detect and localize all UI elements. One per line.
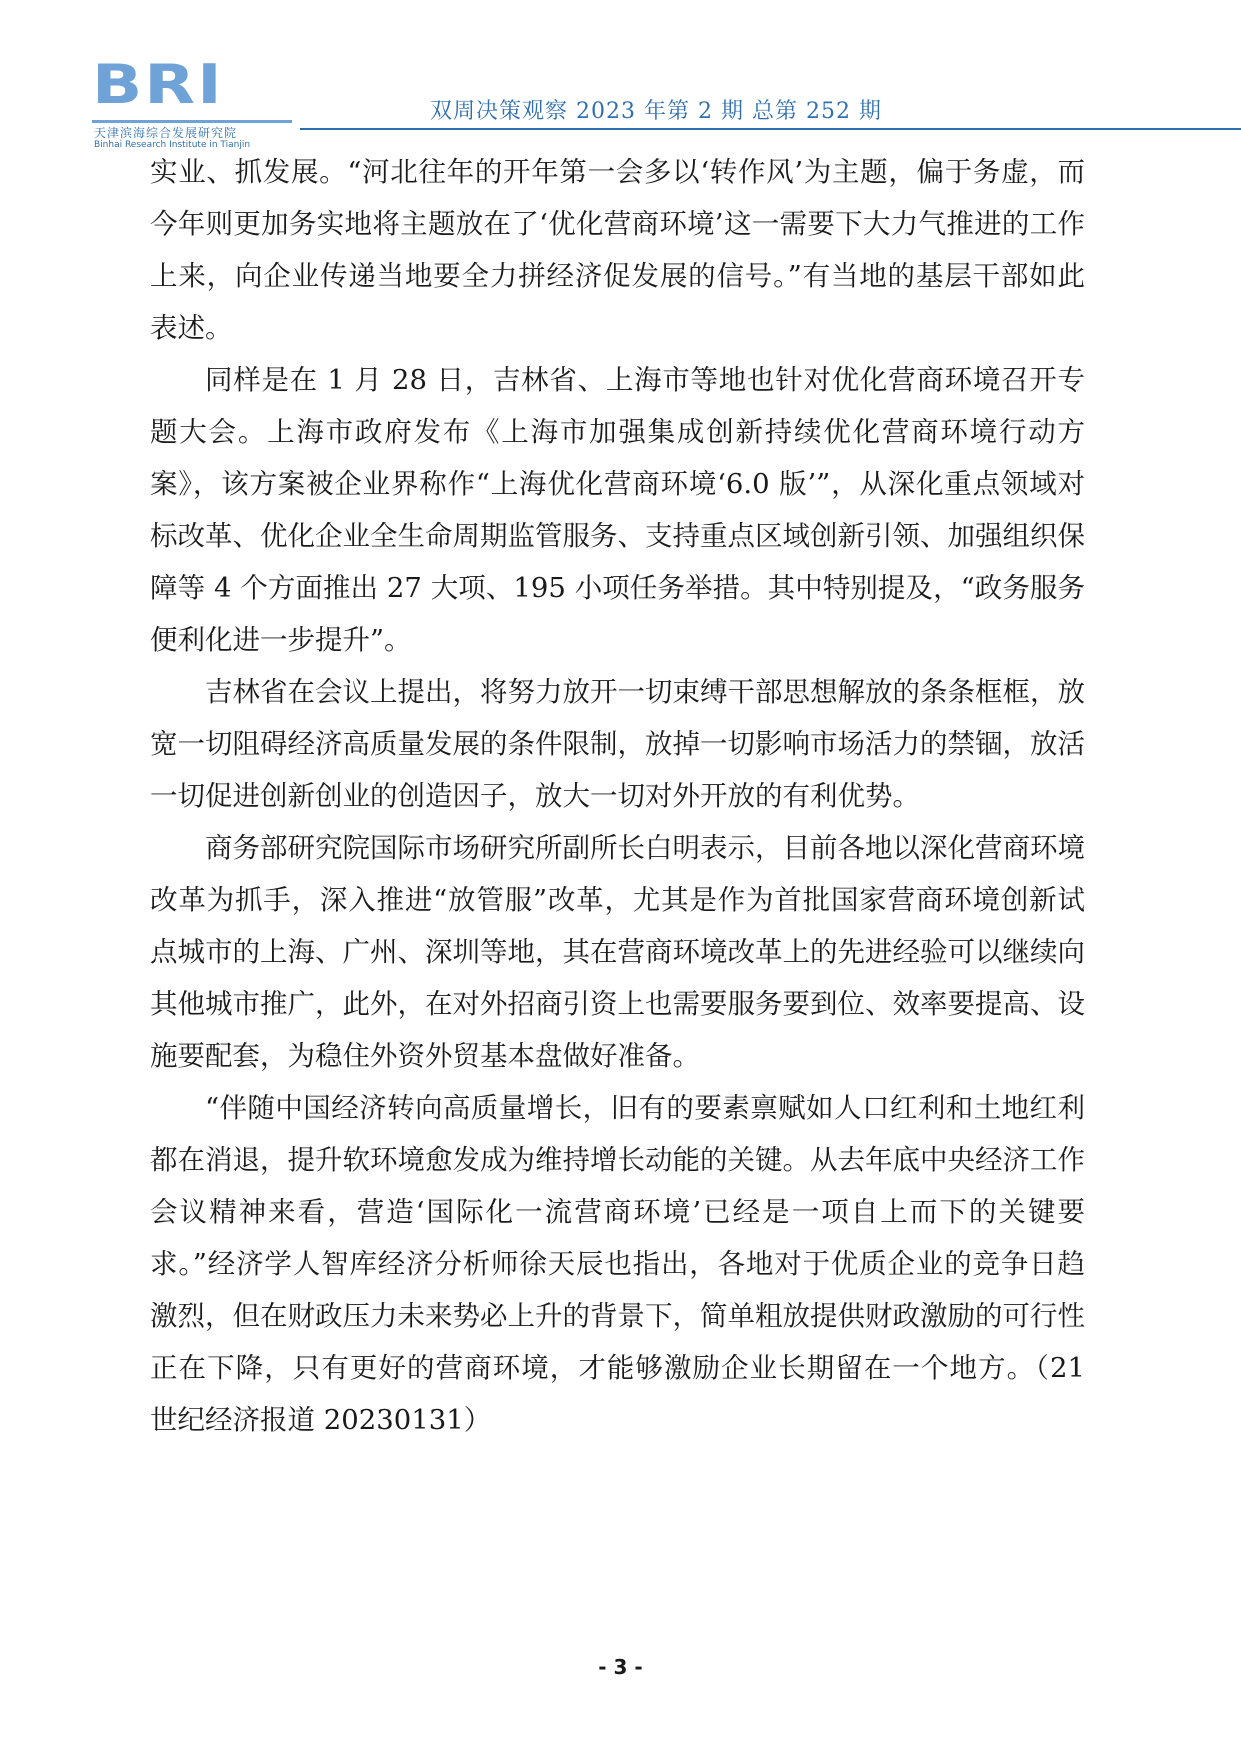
- logo-underline: [92, 120, 292, 123]
- logo-letters: BRI: [92, 53, 224, 117]
- article-body: [150, 146, 1085, 1446]
- logo-english-name: Binhai Research Institute in Tianjin: [94, 140, 251, 150]
- page-header: [0, 0, 1241, 150]
- paragraph: “伴随中国经济转向高质量增长，旧有的要素禀赋如人口红利和土地红利都在消退，提升软环境愈发成为维持增长动能的关键。从去年底中央经济工作会议精神来看，营造‘国际化一流营商环境’已经是一项自上而下的关键要求。”经济学人智库经济分析师徐天辰也指出，各地对于优质企业的竞争日趋激烈，但在财政压力未来势必上升的背景下，简单粗放提供财政激励的可行性正在下降，只有更好的营商环境，才能够激励企业长期留在一个地方。（21 世纪经济报道 20230131）: [150, 1092, 1085, 1436]
- publication-issue-title: 双周决策观察 2023 年第 2 期 总第 252 期: [430, 99, 882, 124]
- paragraph: 商务部研究院国际市场研究所副所长白明表示，目前各地以深化营商环境改革为抓手，深入推进“放管服”改革，尤其是作为首批国家营商环境创新试点城市的上海、广州、深圳等地，其在营商环境改革上的先进经验可以继续向其他城市推广，此外，在对外招商引资上也需要服务要到位、效率要提高、设施要配套，为稳住外资外贸基本盘做好准备。: [150, 832, 1085, 1072]
- page-number: - 3 -: [598, 1655, 643, 1679]
- header-divider: [300, 128, 1241, 130]
- logo-chinese-name: 天津滨海综合发展研究院: [94, 126, 238, 140]
- paragraph: 实业、抓发展。“河北往年的开年第一会多以‘转作风’为主题，偏于务虚，而今年则更加务实地将主题放在了‘优化营商环境’这一需要下大力气推进的工作上来，向企业传递当地要全力拼经济促发展的信号。”有当地的基层干部如此表述。: [150, 156, 1085, 344]
- bri-logo: [92, 53, 292, 150]
- paragraph: 同样是在 1 月 28 日，吉林省、上海市等地也针对优化营商环境召开专题大会。上海市政府发布《上海市加强集成创新持续优化营商环境行动方案》，该方案被企业界称作“上海优化营商环境‘6.0 版’”，从深化重点领域对标改革、优化企业全生命周期监管服务、支持重点区域创新引领、加强组织保障等 4 个方面推出 27 大项、195 小项任务举措。其中特别提及，“政务服务便利化进一步提升”。: [150, 364, 1085, 656]
- paragraph: 吉林省在会议上提出，将努力放开一切束缚干部思想解放的条条框框，放宽一切阻碍经济高质量发展的条件限制，放掉一切影响市场活力的禁锢，放活一切促进创新创业的创造因子，放大一切对外开放的有利优势。: [150, 676, 1085, 812]
